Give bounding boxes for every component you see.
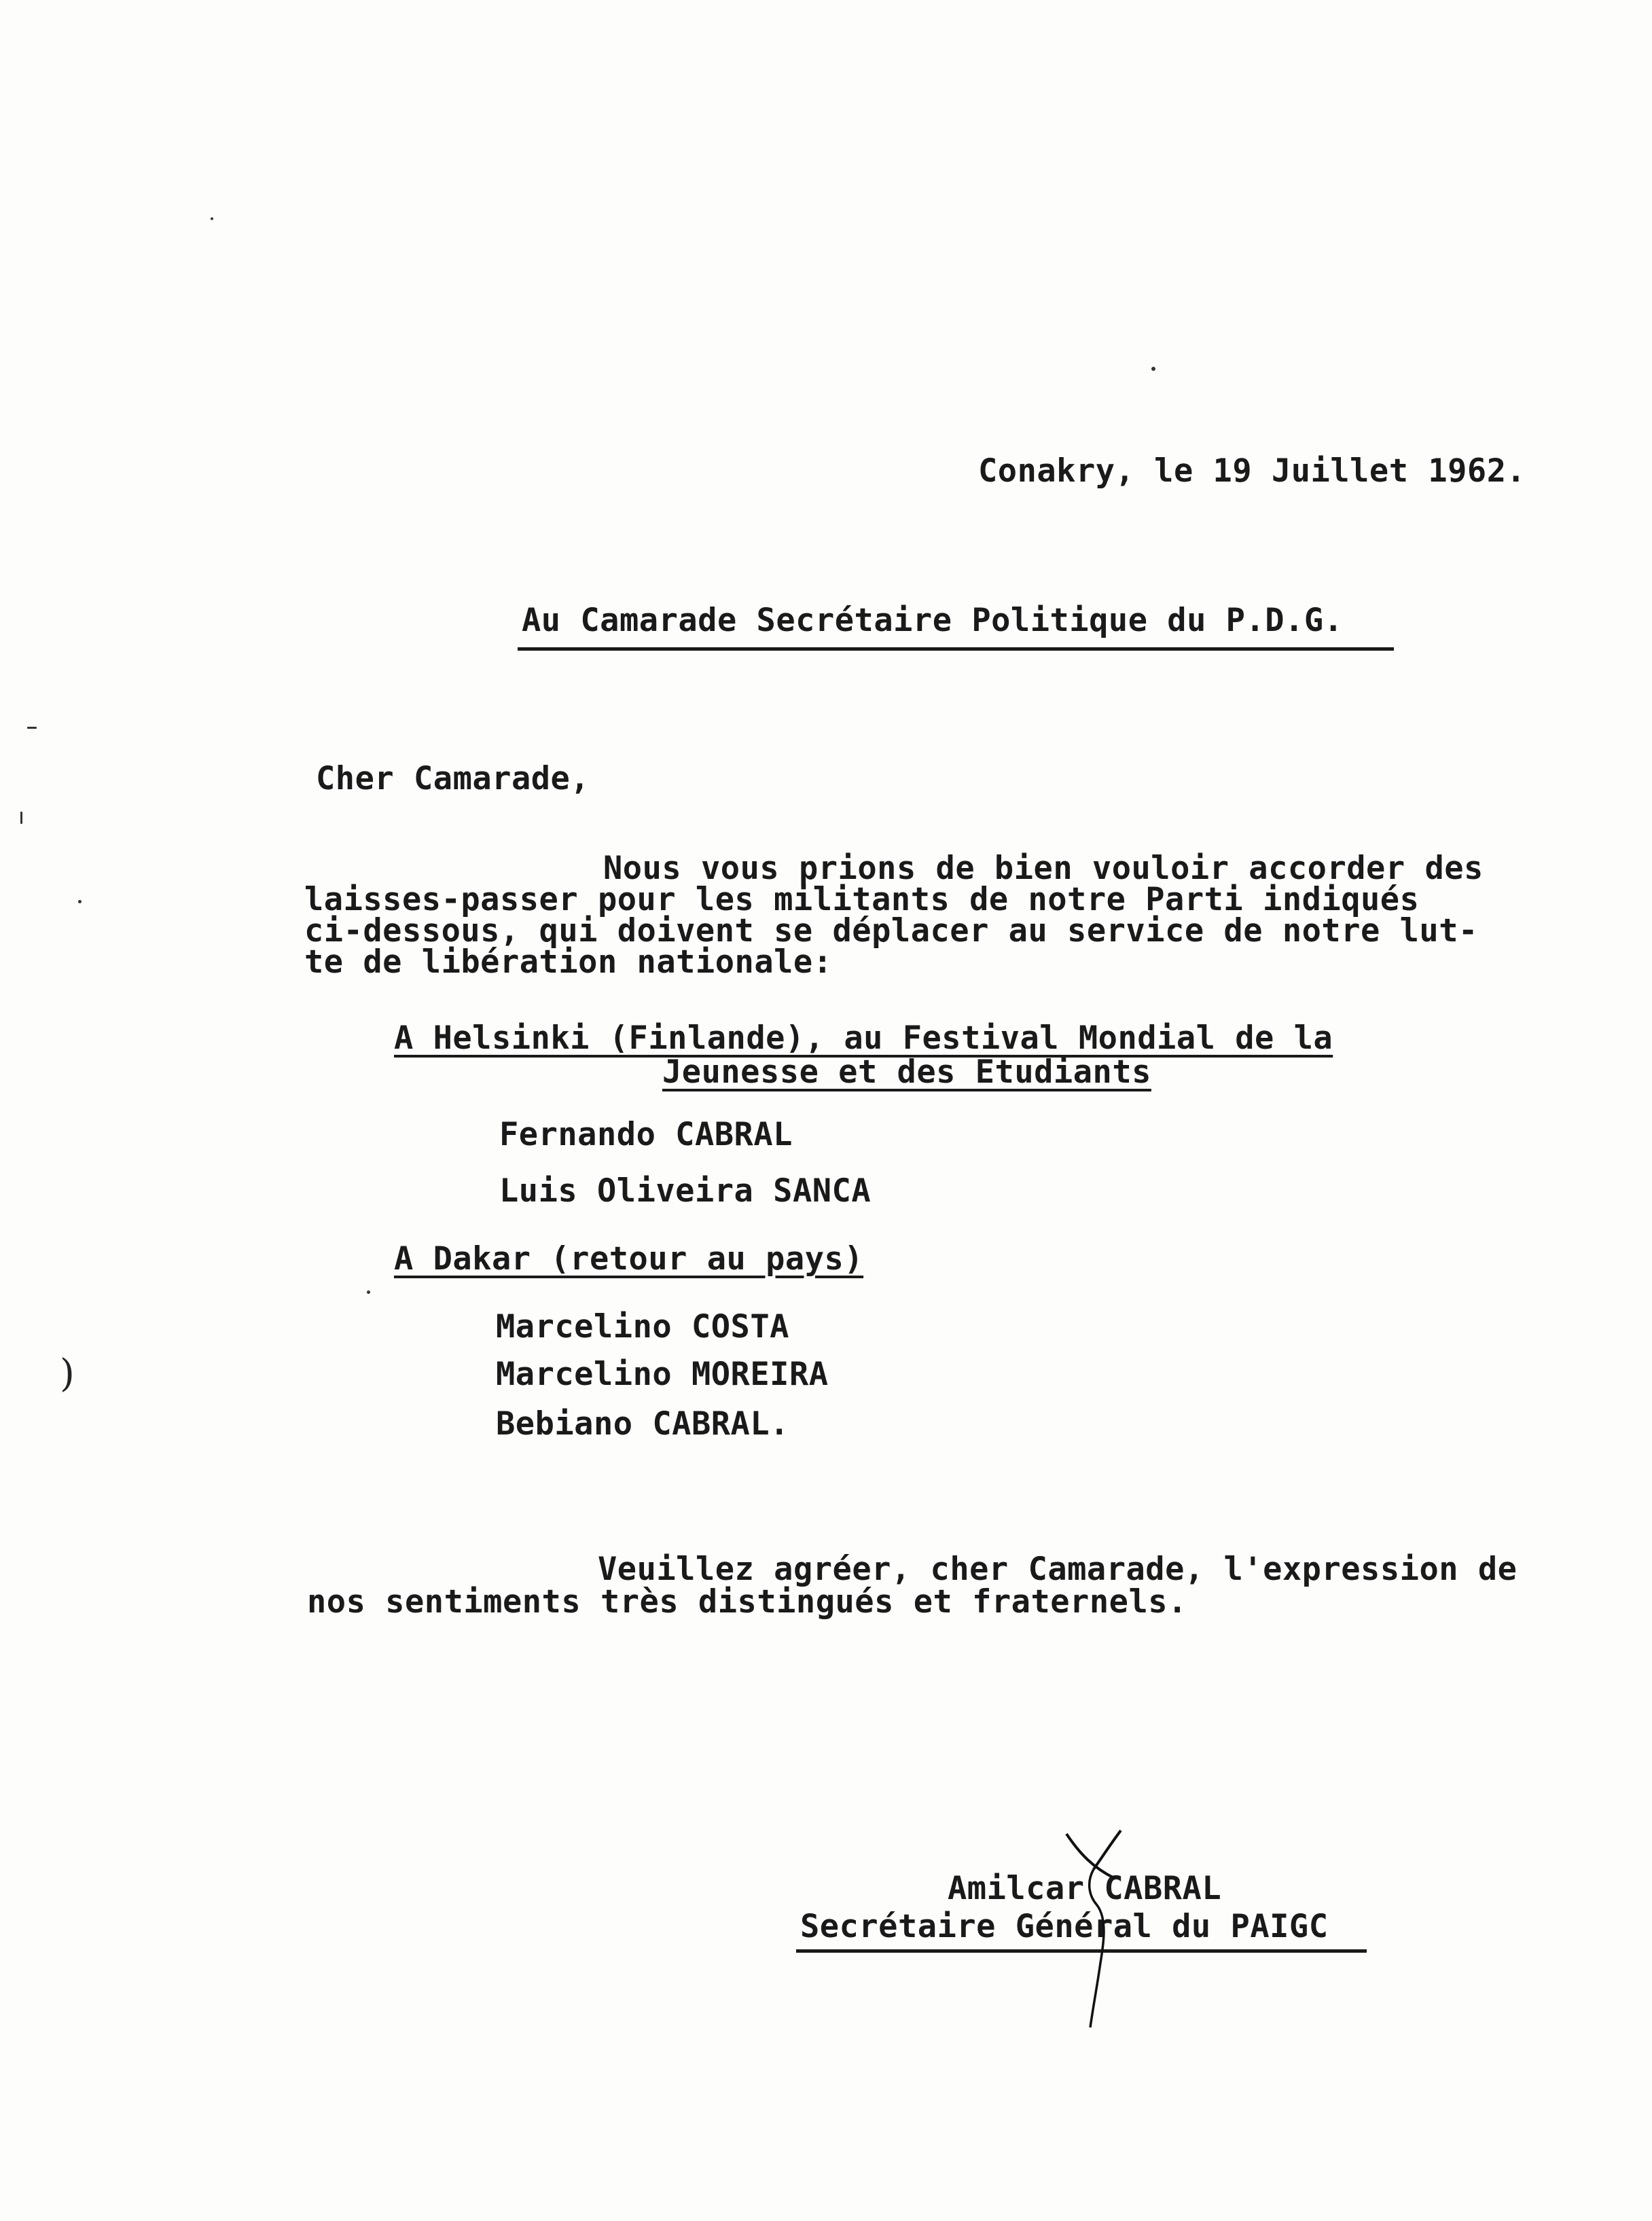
attendee-name: Fernando CABRAL: [499, 1116, 793, 1153]
closing-line: Veuillez agréer, cher Camarade, l'expression de: [598, 1551, 1518, 1588]
addressee-underline: [518, 647, 1394, 651]
attendee-name: Luis Oliveira SANCA: [499, 1172, 872, 1210]
salutation: Cher Camarade,: [316, 760, 590, 797]
signer-title: Secrétaire Général du PAIGC: [800, 1908, 1329, 1945]
traveller-name: Bebiano CABRAL.: [496, 1405, 789, 1443]
group-heading: A Dakar (retour au pays): [394, 1240, 864, 1278]
group-heading: Jeunesse et des Etudiants: [662, 1053, 1151, 1091]
scan-speck: [211, 217, 213, 220]
margin-mark: ): [60, 1352, 75, 1396]
body-line: ci-dessous, qui doivent se déplacer au service de notre lut-: [304, 912, 1478, 950]
scan-speck: [78, 900, 82, 903]
body-line: laisses-passer pour les militants de notre Parti indiqués: [304, 881, 1420, 918]
traveller-name: Marcelino COSTA: [496, 1308, 789, 1346]
closing-line: nos sentiments très distingués et fraternels.: [307, 1583, 1187, 1621]
signer-name: Amilcar CABRAL: [948, 1870, 1222, 1907]
scan-speck: [1151, 367, 1155, 371]
scan-speck: [27, 727, 37, 729]
group-heading: A Helsinki (Finlande), au Festival Mondial de la: [394, 1019, 1333, 1057]
addressee: Au Camarade Secrétaire Politique du P.D.G.: [522, 602, 1344, 639]
scan-speck: [20, 812, 22, 824]
body-line: Nous vous prions de bien vouloir accorder des: [603, 850, 1484, 887]
traveller-name: Marcelino MOREIRA: [496, 1356, 829, 1393]
scan-speck: [367, 1290, 370, 1294]
body-line: te de libération nationale:: [304, 943, 833, 981]
place-date: Conakry, le 19 Juillet 1962.: [978, 452, 1526, 490]
handwritten-signature-icon: [1039, 1827, 1175, 2031]
